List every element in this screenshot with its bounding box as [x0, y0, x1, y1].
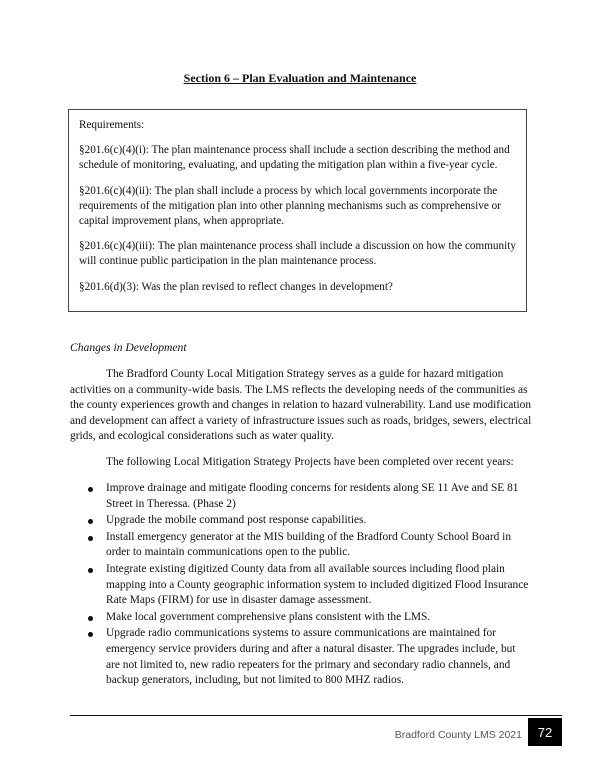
requirement-item: §201.6(c)(4)(i): The plan maintenance process shall include a section describing the method and schedule of monitoring, evaluating, and updating the mitigation plan within a five-year cycle. [79, 144, 510, 172]
projects-list [70, 481, 532, 690]
list-item-text: Make local government comprehensive plans consistent with the LMS. [106, 610, 431, 623]
bullet-icon [88, 568, 93, 573]
section-title: Section 6 – Plan Evaluation and Maintenance [183, 71, 417, 85]
list-item [70, 481, 532, 512]
bullet-icon [88, 536, 93, 541]
footer-label: Bradford County LMS 2021 [394, 729, 522, 741]
list-item-text: Upgrade the mobile command post response capabilities. [106, 514, 367, 527]
list-item [70, 513, 532, 529]
bullet-icon [88, 519, 93, 524]
requirements-box [68, 109, 527, 312]
footer-divider [70, 715, 562, 716]
list-item [70, 610, 532, 626]
list-item-text: Upgrade radio communications systems to assure communications are maintained for emergency service providers during and after a natural disaster. The upgrades include, but are not limited to, new radio repeaters for the primary and secondary radio channels, and backup generators, including, but not limited to 800 MHZ radios. [106, 627, 516, 687]
bullet-icon [88, 487, 93, 492]
requirement-item: §201.6(d)(3): Was the plan revised to reflect changes in development? [79, 280, 393, 293]
list-item-text: Install emergency generator at the MIS building of the Bradford County School Board in order to maintain communications open to the public. [106, 530, 512, 559]
list-item-text: Integrate existing digitized County data from all available sources including flood plain mapping into a County geographic information system to included digitized Flood Insurance Rate Maps (FIRM) for use in disaster damage assessment. [106, 562, 529, 607]
requirement-item: §201.6(c)(4)(ii): The plan shall include a process by which local governments incorporate the requirements of the mitigation plan into other planning mechanisms such as comprehensive or capital improvement plans, when appropriate. [79, 184, 501, 228]
body-paragraph: The following Local Mitigation Strategy Projects have been completed over recent years: [106, 456, 514, 468]
requirement-item: §201.6(c)(4)(iii): The plan maintenance process shall include a discussion on how the community will continue public participation in the plan maintenance process. [79, 240, 516, 268]
list-item [70, 562, 532, 609]
list-item-text: Improve drainage and mitigate flooding concerns for residents along SE 11 Ave and SE 81 Street in Theressa. (Phase 2) [106, 482, 519, 510]
page-number: 72 [528, 718, 562, 746]
bullet-icon [88, 632, 93, 637]
requirements-heading: Requirements: [79, 119, 145, 131]
body-paragraph: The Bradford County Local Mitigation Strategy serves as a guide for hazard mitigation activities on a community-wide basis. The LMS reflects the developing needs of the communities as the county experiences growth and changes in relation to hazard vulnerability. Land use modification and development can affect a variety of infrastructure issues such as roads, bridges, sewers, electrical grids, and ecological considerations such as water quality. [70, 368, 532, 443]
list-item [70, 626, 532, 688]
subheading-changes-in-development: Changes in Development [70, 341, 187, 354]
list-item [70, 530, 532, 561]
bullet-icon [88, 616, 93, 621]
